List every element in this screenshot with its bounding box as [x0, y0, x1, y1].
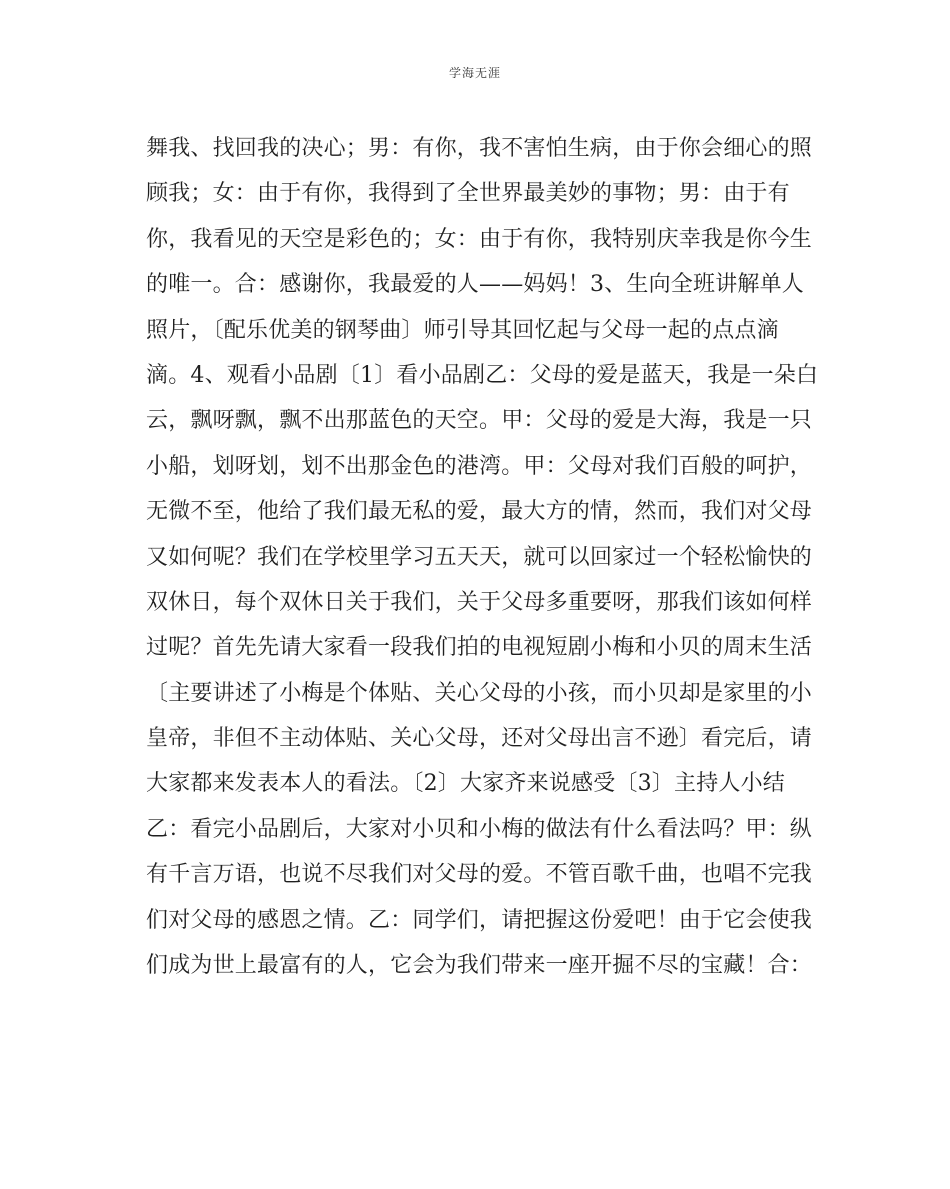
- text-line: 双休日，每个双休日关于我们，关于父母多重要呀，那我们该如何样: [146, 589, 813, 615]
- text-line: 又如何呢？我们在学校里学习五天天，就可以回家过一个轻松愉快的: [146, 544, 813, 570]
- page-header: 学海无涯: [448, 66, 501, 80]
- text-line: 乙：看完小品剧后，大家对小贝和小梅的做法有什么看法吗？甲：纵: [146, 816, 813, 842]
- text-line: 们成为世上最富有的人，它会为我们带来一座开掘不尽的宝藏！合：: [146, 953, 813, 979]
- text-line: 皇帝，非但不主动体贴、关心父母，还对父母出言不逊〕看完后，请: [146, 726, 813, 752]
- text-line: 照片，〔配乐优美的钢琴曲〕师引导其回忆起与父母一起的点点滴: [146, 317, 779, 343]
- text-line: 云，飘呀飘，飘不出那蓝色的天空。甲：父母的爱是大海，我是一只: [146, 408, 813, 434]
- text-line: 们对父母的感恩之情。乙：同学们，请把握这份爱吧！由于它会使我: [146, 907, 813, 933]
- text-line: 大家都来发表本人的看法。〔2〕大家齐来说感受〔3〕主持人小结: [146, 771, 785, 797]
- text-line: 过呢？首先先请大家看一段我们拍的电视短剧小梅和小贝的周末生活: [146, 635, 813, 661]
- body-text: [146, 126, 819, 988]
- text-line: 〔主要讲述了小梅是个体贴、关心父母的小孩，而小贝却是家里的小: [146, 680, 813, 706]
- text-line: 无微不至，他给了我们最无私的爱，最大方的情，然而，我们对父母: [146, 499, 813, 525]
- text-line: 你，我看见的天空是彩色的；女：由于有你，我特别庆幸我是你今生: [146, 226, 813, 252]
- text-line: 顾我；女：由于有你，我得到了全世界最美妙的事物；男：由于有: [146, 181, 790, 207]
- text-line: 的唯一。合：感谢你，我最爱的人——妈妈！3、生向全班讲解单人: [146, 272, 804, 298]
- text-line: 舞我、找回我的决心；男：有你，我不害怕生病，由于你会细心的照: [146, 136, 813, 161]
- text-line: 有千言万语，也说不尽我们对父母的爱。不管百歌千曲，也唱不完我: [146, 862, 813, 888]
- text-line: 小船，划呀划，划不出那金色的港湾。甲：父母对我们百般的呵护，: [146, 453, 813, 479]
- text-line: 滴。4、观看小品剧〔1〕看小品剧乙：父母的爱是蓝天，我是一朵白: [146, 362, 819, 388]
